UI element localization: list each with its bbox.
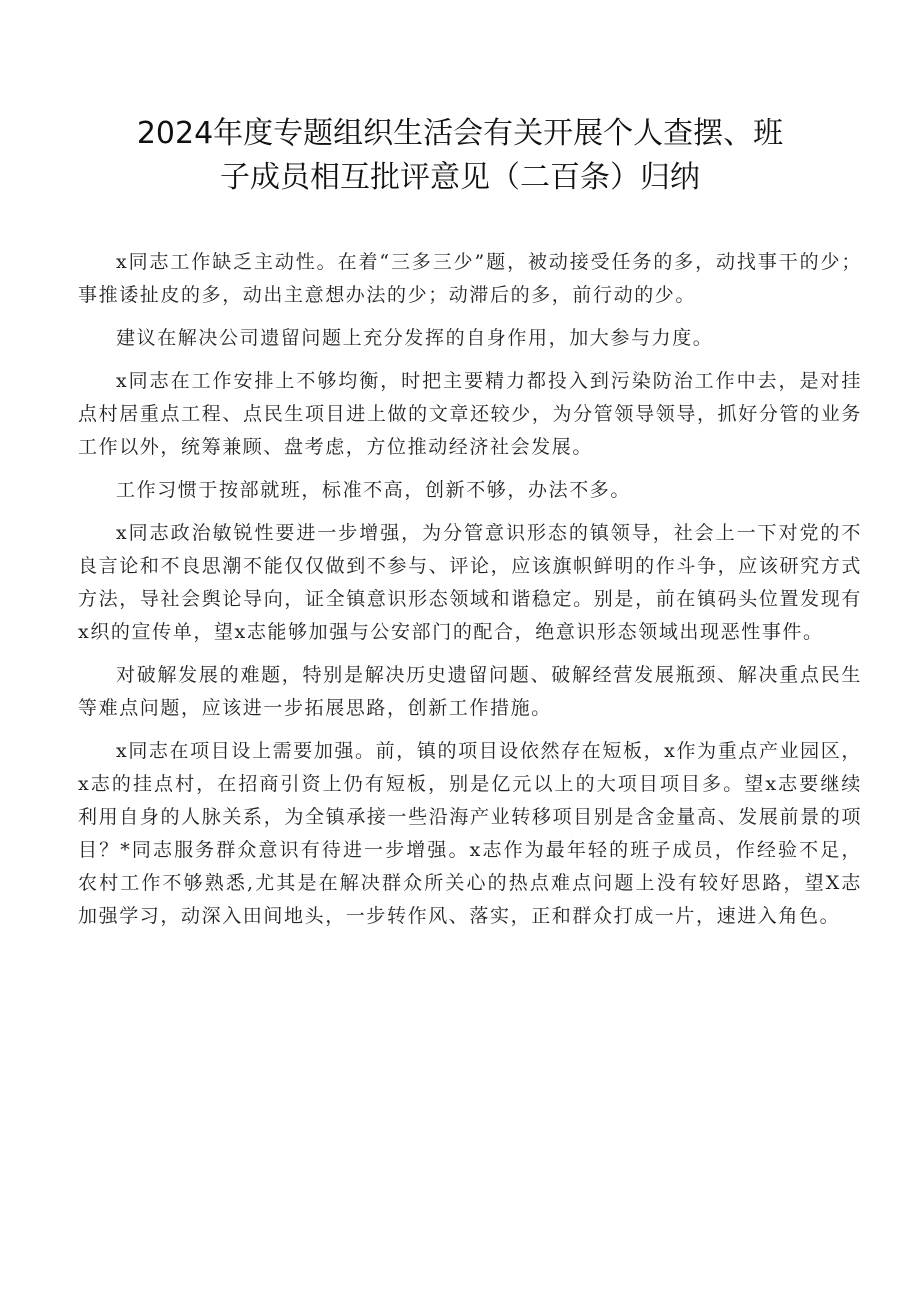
paragraph-6: 对破解发展的难题，特别是解决历史遗留问题、破解经营发展瓶颈、解决重点民生等难点问题，应该进一步拓展思路，创新工作措施。 bbox=[78, 664, 862, 719]
paragraph-7: x同志在项目设上需要加强。前，镇的项目设依然存在短板，x作为重点产业园区，x志的挂点村，在招商引资上仍有短板，别是亿元以上的大项目项目多。望x志要继续利用自身的人脉关系，为全镇承接一些沿海产业转移项目别是含金量高、发展前景的项目？*同志服务群众意识有待进一步增强。x志作为最年轻的班子成员，作经验不足，农村工作不够熟悉,尤其是在解决群众所关心的热点难点问题上没有较好思路，望X志加强学习，动深入田间地头，一步转作风、落实，正和群众打成一片，速进入角色。 bbox=[78, 740, 862, 927]
paragraph-5: x同志政治敏锐性要进一步增强，为分管意识形态的镇领导，社会上一下对党的不良言论和不良思潮不能仅仅做到不参与、评论，应该旗帜鲜明的作斗争，应该研究方式方法，导社会舆论导向，证全镇意识形态领域和谐稳定。别是，前在镇码头位置发现有x织的宣传单，望x志能够加强与公安部门的配合，绝意识形态领域出现恶性事件。 bbox=[78, 522, 862, 643]
document-title bbox=[60, 112, 860, 200]
paragraph-4: 工作习惯于按部就班，标准不高，创新不够，办法不多。 bbox=[116, 479, 632, 501]
title-line-2: 子成员相互批评意见（二百条）归纳 bbox=[220, 160, 700, 195]
title-line-1: 2024年度专题组织生活会有关开展个人查摆、班 bbox=[136, 116, 784, 151]
paragraph-1: x同志工作缺乏主动性。在着“三多三少”题，被动接受任务的多，动找事干的少；事推诿扯皮的多，动出主意想办法的少；动滞后的多，前行动的少。 bbox=[78, 251, 863, 306]
document-body bbox=[78, 246, 862, 943]
paragraph-2: 建议在解决公司遗留问题上充分发挥的自身作用，加大参与力度。 bbox=[116, 327, 714, 349]
paragraph-3: x同志在工作安排上不够均衡，时把主要精力都投入到污染防治工作中去，是对挂点村居重点工程、点民生项目进上做的文章还较少，为分管领导领导，抓好分管的业务工作以外，统筹兼顾、盘考虑，方位推动经济社会发展。 bbox=[78, 370, 862, 458]
